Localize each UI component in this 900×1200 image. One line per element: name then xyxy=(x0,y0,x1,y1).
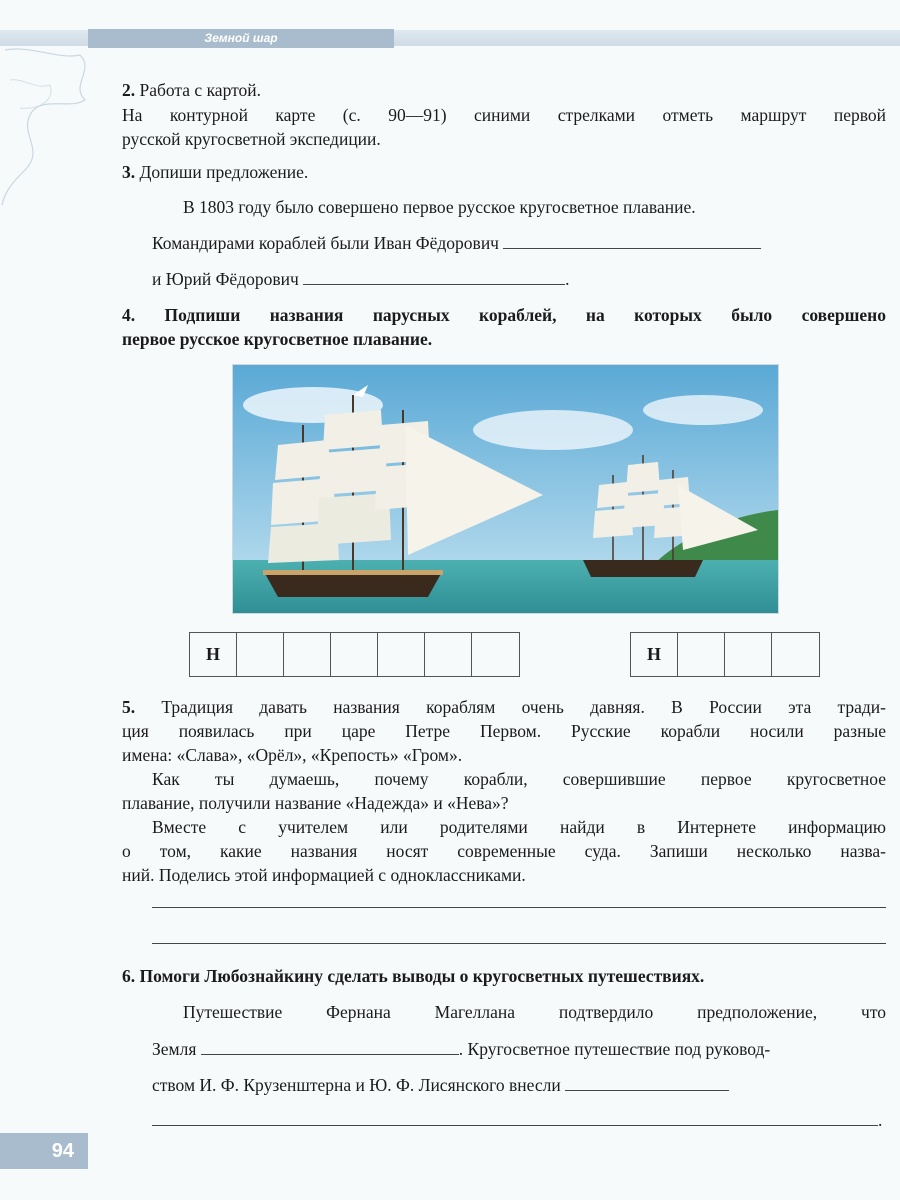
task6-line3-text: ством И. Ф. Крузенштерна и Ю. Ф. Лисянского внесли xyxy=(152,1075,561,1095)
task4-line2: первое русское кругосветное плавание. xyxy=(122,329,433,349)
answer-line-ivan[interactable] xyxy=(503,234,761,249)
grid2-cell: Н xyxy=(631,633,678,676)
task3-line2 xyxy=(152,231,761,255)
task5-line8: ний. Поделись этой информацией с одноклассниками. xyxy=(122,865,526,885)
grid2-cell[interactable] xyxy=(725,633,772,676)
task5-line3: имена: «Слава», «Орёл», «Крепость» «Гром». xyxy=(122,745,463,765)
task6-line3 xyxy=(152,1073,729,1097)
grid2-cell[interactable] xyxy=(772,633,819,676)
task6-number: 6. xyxy=(122,966,136,986)
grid2-cell[interactable] xyxy=(678,633,725,676)
page-number: 94 xyxy=(0,1133,88,1169)
answer-line-contribution[interactable] xyxy=(565,1076,729,1091)
answer-line-6[interactable] xyxy=(152,1125,878,1126)
task3-line3-text: и Юрий Фёдорович xyxy=(152,269,299,289)
answer-line-5a[interactable] xyxy=(152,907,886,908)
task3-line3 xyxy=(152,267,570,291)
grid1-cell: Н xyxy=(190,633,237,676)
grid1-cell[interactable] xyxy=(284,633,331,676)
task2-number: 2. xyxy=(122,80,136,100)
grid1-cell[interactable] xyxy=(425,633,472,676)
section-title: Земной шар xyxy=(88,29,394,48)
grid1-cell[interactable] xyxy=(472,633,519,676)
answer-line-earth[interactable] xyxy=(201,1040,459,1055)
task6-line2-text: Земля xyxy=(152,1039,197,1059)
task4-line1 xyxy=(122,303,886,327)
task5-line4: Как ты думаешь, почему корабли, совершившие первое кругосветное xyxy=(152,769,886,789)
task2-heading xyxy=(122,78,261,102)
task3-line1: В 1803 году было совершено первое русское кругосветное плавание. xyxy=(183,197,696,217)
task3-number: 3. xyxy=(122,162,136,182)
task5-number: 5. xyxy=(122,697,136,717)
ship-name-grid-1 xyxy=(189,632,520,677)
task6-line2-end: . Кругосветное путешествие под руковод- xyxy=(458,1039,771,1059)
grid1-cell[interactable] xyxy=(331,633,378,676)
task6-line2 xyxy=(152,1037,770,1061)
task2-title: Работа с картой. xyxy=(139,80,262,100)
task3-heading xyxy=(122,160,308,184)
answer-line-5b[interactable] xyxy=(152,943,886,944)
task2-line2: русской кругосветной экспедиции. xyxy=(122,129,381,149)
map-decoration xyxy=(0,40,120,210)
task6-heading xyxy=(122,964,704,988)
answer-line-yuri[interactable] xyxy=(303,270,565,285)
task2-line1: На контурной карте (с. 90—91) синими стрелками отметь маршрут первой xyxy=(122,105,886,125)
task6-end-period: . xyxy=(878,1110,883,1130)
task4-number: 4. xyxy=(122,305,136,325)
task5-line6: Вместе с учителем или родителями найди в Интернете информацию xyxy=(152,817,886,837)
sailing-ships-image xyxy=(232,364,779,614)
task3-line3-period: . xyxy=(565,269,570,289)
task3-line2-text: Командирами кораблей были Иван Фёдорович xyxy=(152,233,499,253)
grid1-cell[interactable] xyxy=(378,633,425,676)
task5-line7: о том, какие названия носят современные суда. Запиши несколько назва- xyxy=(122,841,886,861)
task5-line5: плавание, получили название «Надежда» и «Нева»? xyxy=(122,793,509,813)
task6-title: Помоги Любознайкину сделать выводы о кругосветных путешествиях. xyxy=(139,966,705,986)
task4-title: Подпиши названия парусных кораблей, на которых было совершено xyxy=(164,305,886,325)
task5-line1 xyxy=(122,695,886,719)
task5-line2: ция появилась при царе Петре Первом. Русские корабли носили разные xyxy=(122,721,886,741)
ship-name-grid-2 xyxy=(630,632,820,677)
task3-title: Допиши предложение. xyxy=(139,162,309,182)
task5-line1-text: Традиция давать названия кораблям очень давняя. В России эта тради- xyxy=(161,697,886,717)
task6-line1: Путешествие Фернана Магеллана подтвердило предположение, что xyxy=(183,1002,886,1022)
grid1-cell[interactable] xyxy=(237,633,284,676)
